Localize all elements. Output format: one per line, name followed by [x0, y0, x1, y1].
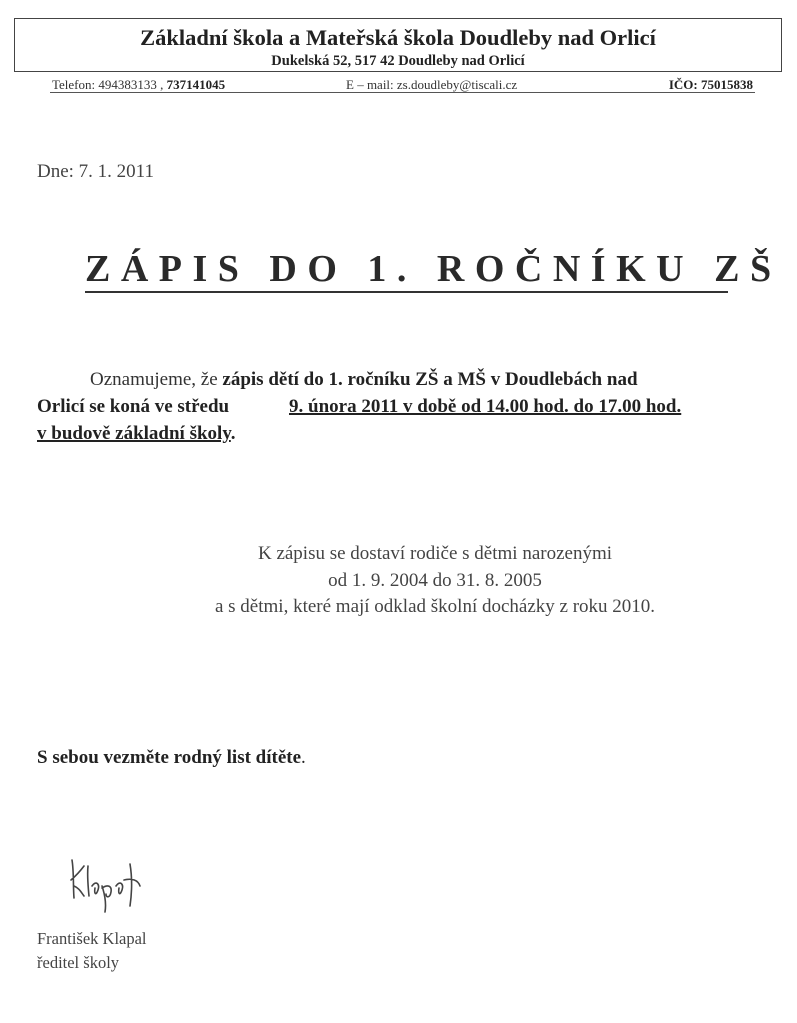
announcement-line-1	[90, 366, 638, 393]
reminder-period: .	[301, 747, 306, 768]
announcement-period: .	[230, 423, 236, 444]
letterhead-box	[14, 18, 782, 72]
announcement-line-2	[37, 393, 682, 420]
school-name: Základní škola a Mateřská škola Doudleby nad Orlicí	[140, 25, 656, 50]
attendance-line-3: a s dětmi, které mají odklad školní docházky z roku 2010.	[214, 596, 656, 617]
attendance-line-1: K zápisu se dostaví rodiče s dětmi narozenými	[257, 543, 613, 564]
signer-name: František Klapal	[37, 929, 147, 948]
announcement-intro: Oznamujeme, že	[90, 369, 223, 390]
enrollment-date-time	[289, 393, 681, 420]
enrollment-location-text: v budově základní školy	[37, 423, 231, 444]
enrollment-location	[37, 423, 231, 444]
attendance-line-2: od 1. 9. 2004 do 31. 8. 2005	[328, 570, 542, 591]
document-date: Dne: 7. 1. 2011	[37, 161, 154, 182]
contact-line	[50, 76, 755, 93]
phone-label: Telefon: 494383133 ,	[52, 77, 164, 92]
company-id: IČO: 75015838	[668, 77, 753, 92]
signer-role: ředitel školy	[37, 953, 120, 972]
reminder-body: S sebou vezměte rodný list dítěte	[37, 747, 302, 768]
school-address: Dukelská 52, 517 42 Doudleby nad Orlicí	[271, 53, 525, 69]
announcement-line-3	[37, 420, 236, 447]
announcement-enrollment: zápis dětí do 1. ročníku ZŠ a MŠ v Doudlebách nad	[222, 369, 638, 390]
handwritten-signature	[62, 858, 152, 918]
announcement-weekday: Orlicí se koná ve středu	[37, 396, 230, 417]
reminder-text	[37, 747, 306, 769]
title-underline	[85, 291, 728, 293]
phone-mobile: 737141045	[166, 77, 226, 92]
document-title: ZÁPIS DO 1. ROČNÍKU ZŠ	[85, 248, 782, 290]
email-address: E – mail: zs.doudleby@tiscali.cz	[346, 77, 518, 92]
enrollment-date-time-text: 9. února 2011 v době od 14.00 hod. do 17.00 hod.	[289, 396, 682, 417]
phone-numbers	[52, 77, 225, 93]
